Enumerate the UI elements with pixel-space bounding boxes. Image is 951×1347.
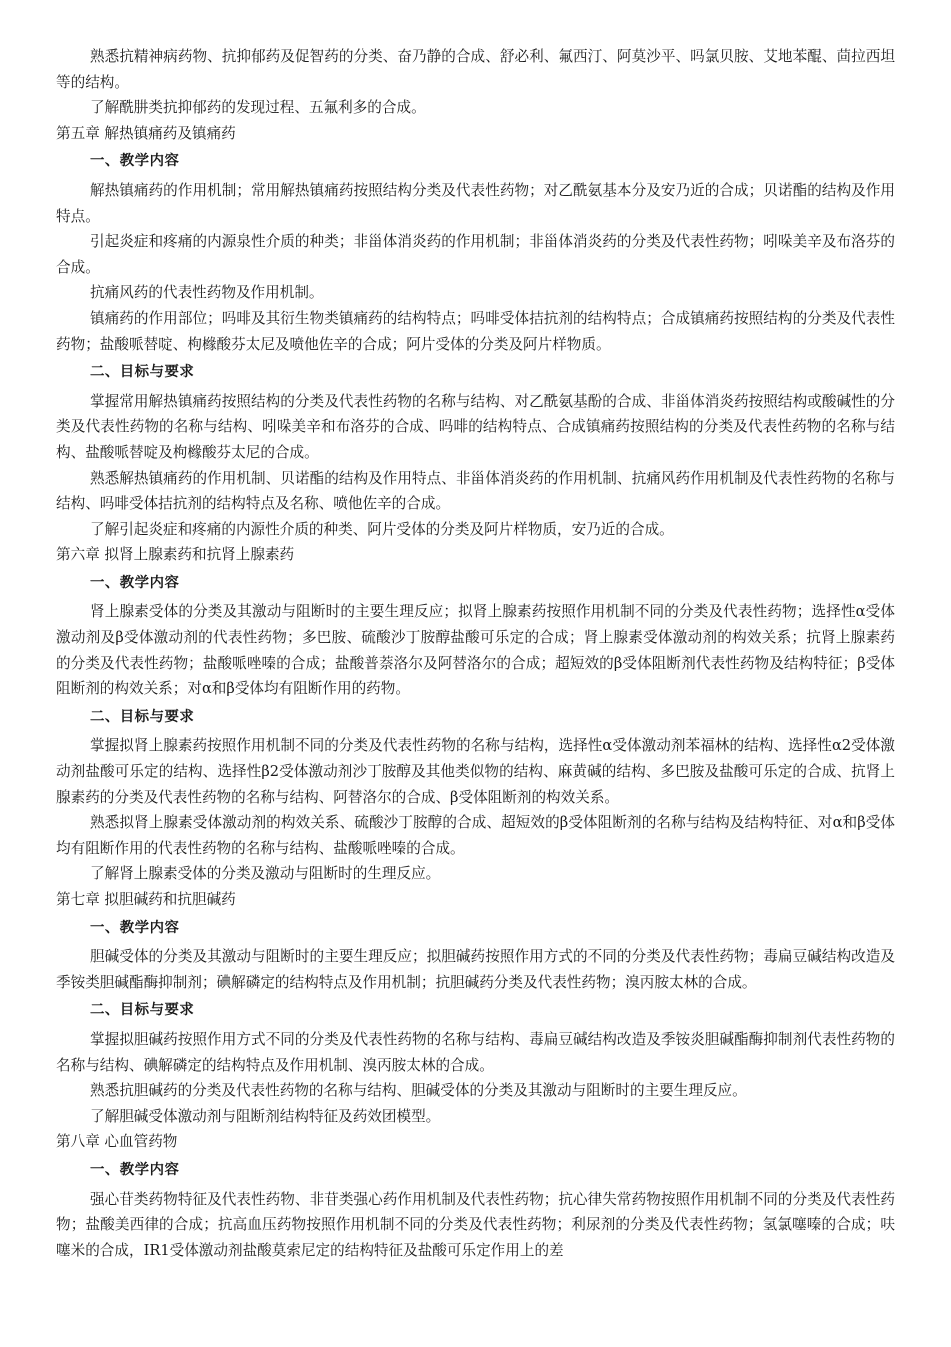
paragraph: 引起炎症和疼痛的内源泉性介质的种类；非甾体消炎药的作用机制；非甾体消炎药的分类及代表性药物；吲哚美辛及布洛芬的合成。	[56, 233, 895, 276]
section-heading: 一、教学内容	[90, 574, 180, 591]
paragraph: 镇痛药的作用部位；吗啡及其衍生物类镇痛药的结构特点；吗啡受体拮抗剂的结构特点；合成镇痛药按照结构的分类及代表性药物；盐酸哌替啶、枸橼酸芬太尼及喷他佐辛的合成；阿片受体的分类及阿片样物质。	[56, 309, 895, 353]
paragraph: 肾上腺素受体的分类及其激动与阻断时的主要生理反应；拟肾上腺素药按照作用机制不同的分类及代表性药物；选择性α受体激动剂及β受体激动剂的代表性药物；多巴胺、硫酸沙丁胺醇盐酸可乐定的合成；肾上腺素受体激动剂的构效关系；抗肾上腺素药的分类及代表性药物；盐酸哌唑嗪的合成；盐酸普萘洛尔及阿替洛尔的合成；超短效的β受体阻断剂代表性药物及结构特征；β受体阻断剂的构效关系；对α和β受体均有阻断作用的药物。	[56, 603, 895, 698]
section-heading: 二、目标与要求	[90, 364, 195, 381]
chapter-heading: 第五章 解热镇痛药及镇痛药	[56, 124, 236, 142]
section-heading: 二、目标与要求	[90, 708, 195, 725]
paragraph: 熟悉解热镇痛药的作用机制、贝诺酯的结构及作用特点、非甾体消炎药的作用机制、抗痛风药作用机制及代表性药物的名称与结构、吗啡受体拮抗剂的结构特点及名称、喷他佐辛的合成。	[56, 469, 895, 513]
paragraph: 熟悉抗精神病药物、抗抑郁药及促智药的分类、奋乃静的合成、舒必利、氟西汀、阿莫沙平、吗氯贝胺、艾地苯醌、茴拉西坦等的结构。	[56, 48, 895, 91]
chapter-heading: 第六章 拟肾上腺素药和抗肾上腺素药	[56, 546, 295, 564]
paragraph: 掌握常用解热镇痛药按照结构的分类及代表性药物的名称与结构、对乙酰氨基酚的合成、非甾体消炎药按照结构或酸碱性的分类及代表性药物的名称与结构、吲哚美辛和布洛芬的合成、吗啡的结构特点、合成镇痛药按照结构的分类及代表性药物的名称与结构、盐酸哌替啶及枸橼酸芬太尼的合成。	[56, 392, 895, 461]
paragraph: 熟悉拟肾上腺素受体激动剂的构效关系、硫酸沙丁胺醇的合成、超短效的β受体阻断剂的名称与结构及结构特征、对α和β受体均有阻断作用的代表性药物的名称与结构、盐酸哌唑嗪的合成。	[56, 814, 895, 857]
section-heading: 一、教学内容	[90, 919, 180, 936]
paragraph: 胆碱受体的分类及其激动与阻断时的主要生理反应；拟胆碱药按照作用方式的不同的分类及代表性药物；毒扁豆碱结构改造及季铵类胆碱酯酶抑制剂；碘解磷定的结构特点及作用机制；抗胆碱药分类及代表性药物；溴丙胺太林的合成。	[56, 948, 895, 991]
document-body	[56, 44, 895, 1263]
paragraph: 掌握拟胆碱药按照作用方式不同的分类及代表性药物的名称与结构、毒扁豆碱结构改造及季铵炎胆碱酯酶抑制剂代表性药物的名称与结构、碘解磷定的结构特点及作用机制、溴丙胺太林的合成。	[56, 1030, 895, 1074]
section-heading: 二、目标与要求	[90, 1002, 195, 1019]
paragraph: 了解胆碱受体激动剂与阻断剂结构特征及药效团模型。	[90, 1107, 441, 1125]
paragraph: 了解引起炎症和疼痛的内源性介质的种类、阿片受体的分类及阿片样物质，安乃近的合成。	[90, 520, 674, 538]
paragraph: 了解肾上腺素受体的分类及激动与阻断时的生理反应。	[90, 865, 441, 883]
chapter-heading: 第七章 拟胆碱药和抗胆碱药	[56, 891, 236, 908]
paragraph: 解热镇痛药的作用机制；常用解热镇痛药按照结构分类及代表性药物；对乙酰氨基本分及安乃近的合成；贝诺酯的结构及作用特点。	[56, 181, 895, 225]
paragraph: 强心苷类药物特征及代表性药物、非苷类强心药作用机制及代表性药物；抗心律失常药物按照作用机制不同的分类及代表性药物；盐酸美西律的合成；抗高血压药物按照作用机制不同的分类及代表性药物；利尿剂的分类及代表性药物；氢氯噻嗪的合成；呋噻米的合成，IR1受体激动剂盐酸莫索尼定的结构特征及盐酸可乐定作用上的差	[56, 1190, 895, 1259]
paragraph: 了解酰肼类抗抑郁药的发现过程、五氟利多的合成。	[90, 99, 426, 117]
paragraph: 掌握拟肾上腺素药按照作用机制不同的分类及代表性药物的名称与结构，选择性α受体激动剂苯福林的结构、选择性α2受体激动剂盐酸可乐定的结构、选择性β2受体激动剂沙丁胺醇及其他类似物的结构、麻黄碱的结构、多巴胺及盐酸可乐定的合成、抗肾上腺素药的分类及代表性药物的名称与结构、阿替洛尔的合成、β受体阻断剂的构效关系。	[56, 737, 895, 806]
paragraph: 熟悉抗胆碱药的分类及代表性药物的名称与结构、胆碱受体的分类及其激动与阻断时的主要生理反应。	[90, 1082, 747, 1100]
section-heading: 一、教学内容	[90, 1161, 180, 1178]
section-heading: 一、教学内容	[90, 153, 180, 170]
chapter-heading: 第八章 心血管药物	[56, 1133, 178, 1151]
paragraph: 抗痛风药的代表性药物及作用机制。	[90, 284, 324, 302]
